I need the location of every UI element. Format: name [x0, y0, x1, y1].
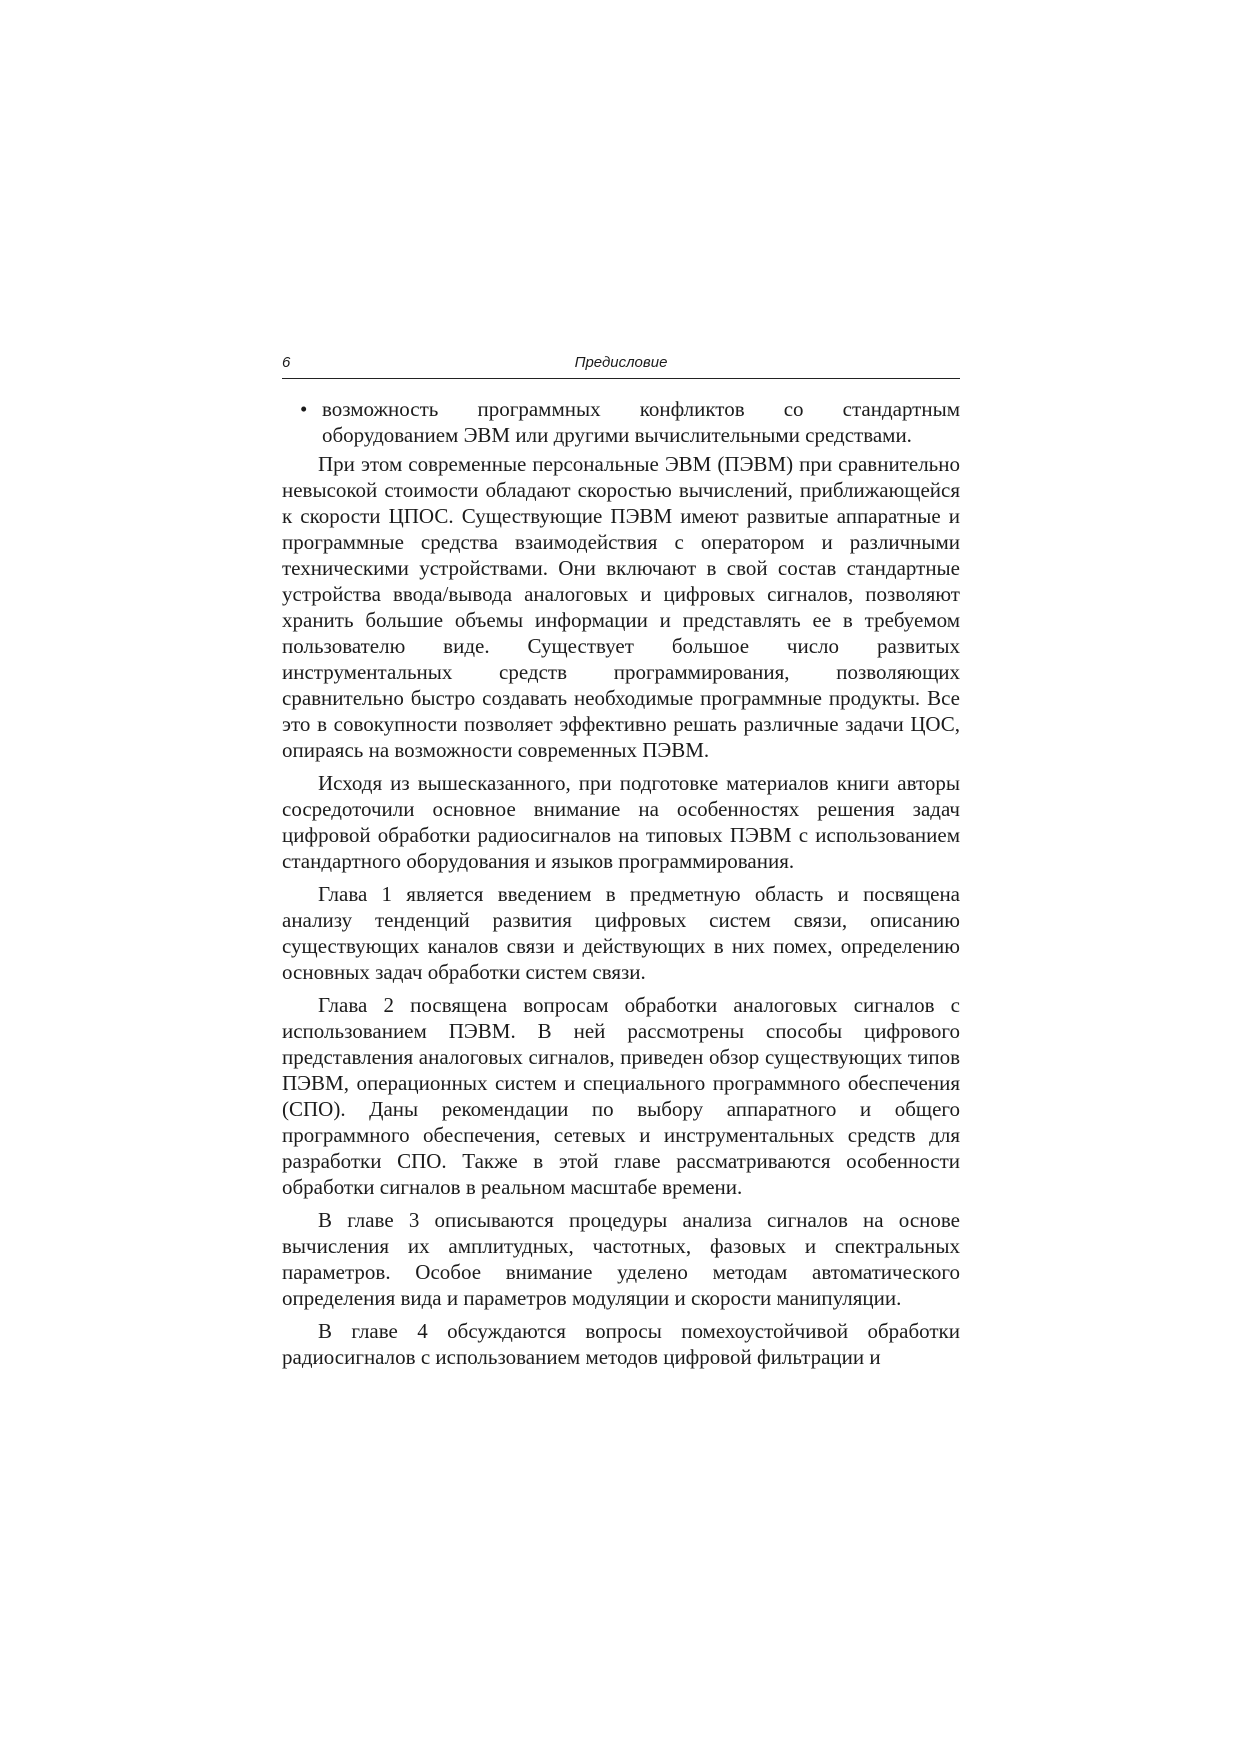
- paragraph-authors-focus: Исходя из вышесказанного, при подготовке материалов книги авторы сосредоточили основное внимание на особенностях решения задач цифровой обработки радиосигналов на типовых ПЭВМ с использованием стандартного оборудования и языков программирования.: [282, 771, 960, 873]
- paragraph-pevm-capabilities: При этом современные персональные ЭВМ (ПЭВМ) при сравнительно невысокой стоимости обладают скоростью вычислений, приближающейся к скорости ЦПОС. Существующие ПЭВМ имеют развитые аппаратные и программные средства взаимодействия с оператором и различными техническими устройствами. Они включают в свой состав стандартные устройства ввода/вывода аналоговых и цифровых сигналов, позволяют хранить большие объемы информации и представлять ее в требуемом пользователю виде. Существует большое число развитых инструментальных средств программирования, позволяющих сравнительно быстро создавать необходимые программные продукты. Все это в совокупности позволяет эффективно решать различные задачи ЦОС, опираясь на возможности современных ПЭВМ.: [282, 452, 960, 762]
- book-page: [282, 352, 960, 1377]
- paragraph-chapter-1: Глава 1 является введением в предметную область и посвящена анализу тенденций развития цифровых систем связи, описанию существующих каналов связи и действующих в них помех, определению основных задач обработки систем связи.: [282, 882, 960, 984]
- paragraph-chapter-4: В главе 4 обсуждаются вопросы помехоустойчивой обработки радиосигналов с использованием методов цифровой фильтрации и: [282, 1319, 960, 1369]
- body-text: [282, 396, 960, 1370]
- bullet-item: [282, 396, 960, 448]
- paragraph-chapter-3: В главе 3 описываются процедуры анализа сигналов на основе вычисления их амплитудных, частотных, фазовых и спектральных параметров. Особое внимание уделено методам автоматического определения вида и параметров модуляции и скорости манипуляции.: [282, 1208, 960, 1310]
- page-number: 6: [282, 354, 291, 371]
- bullet-text: возможность программных конфликтов со стандартным оборудованием ЭВМ или другими вычислительными средствами.: [322, 397, 960, 447]
- running-title: Предисловие: [574, 354, 668, 371]
- running-header: [282, 352, 960, 379]
- paragraph-chapter-2: Глава 2 посвящена вопросам обработки аналоговых сигналов с использованием ПЭВМ. В ней рассмотрены способы цифрового представления аналоговых сигналов, приведен обзор существующих типов ПЭВМ, операционных систем и специального программного обеспечения (СПО). Даны рекомендации по выбору аппаратного и общего программного обеспечения, сетевых и инструментальных средств для разработки СПО. Также в этой главе рассматриваются особенности обработки сигналов в реальном масштабе времени.: [282, 993, 960, 1199]
- bullet-icon: •: [300, 397, 308, 421]
